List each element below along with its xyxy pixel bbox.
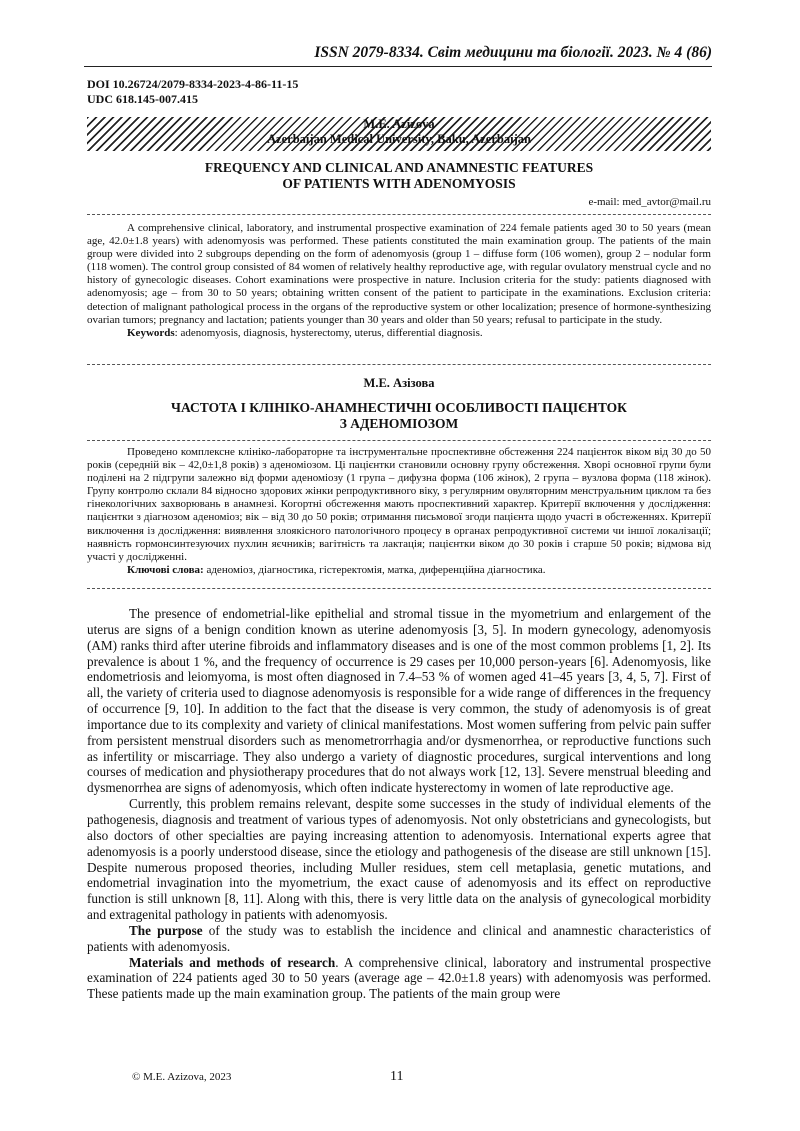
body-paragraph-purpose [87,923,711,955]
author-affiliation: Azerbaijan Medical University, Baku, Azerbaijan [267,132,531,146]
title-en-line1: FREQUENCY AND CLINICAL AND ANAMNESTIC FEATURES [204,160,594,175]
article-title-en [87,160,711,192]
author-name-ua: М.Е. Азізова [363,376,435,390]
abstract-en-text: A comprehensive clinical, laboratory, and instrumental prospective examination of 224 female patients aged 30 to 50 years (mean age, 42.0±1.8 years) with adenomyosis was performed. These patients constituted the main examination group. The patients of the main group were divided into 2 subgroups depending on the form of adenomyosis (group 1 – diffuse form (106 women), group 2 – nodular form (118 women). The control group consisted of 84 women of relatively healthy reproductive age, with regular ovulatory menstrual cycle and no history of gynecologic diseases. Cohort examinations were prospective in nature. Inclusion criteria for the study: patients diagnosed with adenomyosis; age – from 30 to 50 years; obtaining written consent of the patient to participate in the examinations. Exclusion criteria: detection of malignant pathological process in the organs of the reproductive system or other localization; presence of hormone-synthesizing ovarian tumors; pregnancy and lactation; patients younger than 30 years and older than 50 years; refusal to participate in the study. [87,222,711,326]
keywords-ua-list: аденоміоз, діагностика, гістеректомія, матка, диференційна діагностика. [203,563,546,576]
author-email: e-mail: med_avtor@mail.ru [588,196,711,208]
keywords-en-label: Keywords [127,326,175,339]
page-number: 11 [390,1069,404,1084]
title-ua-line1: ЧАСТОТА І КЛІНІКО-АНАМНЕСТИЧНІ ОСОБЛИВОСТІ ПАЦІЄНТОК [171,400,627,415]
journal-title: ISSN 2079-8334. Світ медицини та біології. 2023. № 4 (86) [314,44,712,61]
author-block-en [87,117,711,147]
keywords-en [87,327,711,340]
abstract-ua-top-rule [87,440,711,441]
abstract-en-top-rule [87,214,711,215]
keywords-en-list: : adenomyosis, diagnosis, hysterectomy, uterus, differential diagnosis. [174,326,483,339]
header-rule [84,66,712,67]
keywords-ua-label: Ключові слова: [127,563,204,576]
abstract-en [87,222,711,340]
body-paragraph-1: The presence of endometrial-like epithelial and stromal tissue in the myometrium and enlargement of the uterus are signs of a benign condition known as uterine adenomyosis [3, 5]. In modern gynecology, adenomyosis (AM) ranks third after uterine fibroids and inflammatory diseases and is one of the most common problems [1, 2]. Its prevalence is about 1 %, and the frequency of occurrence is 29 cases per 10,000 person-years [6]. Adenomyosis, like endometriosis and leiomyoma, is most often diagnosed in 7.4–53 % of women aged 41–45 years [3, 4, 5, 7]. First of all, the variety of criteria used to diagnose adenomyosis is responsible for a wide range of differences in the frequency of occurrence [9, 10]. In addition to the fact that the disease is very common, the study of adenomyosis is of great importance due to its complexity and variety of clinical manifestations. Most women suffering from pelvic pain suffer from persistent menstrual disorders such as menometrorrhagia and/or dysmenorrhea, or reproductive functions such as infertility or miscarriage. They also undergo a variety of diagnostic procedures, surgical interventions and long courses of medication and physiotherapy procedures that do not always work [12, 13]. Severe menstrual bleeding and dysmenorrhea are signs of adenomyosis, which often indicate hysterectomy in women of late reproductive age. [87,606,711,796]
doi-block [87,77,298,107]
body-paragraph-2: Currently, this problem remains relevant, despite some successes in the study of individual elements of the pathogenesis, diagnosis and treatment of various types of adenomyosis. Not only obstetricians and gynecologists, but also doctors of other specialties are paying increasing attention to adenomyosis. International experts agree that adenomyosis is a poorly understood disease, since the etiology and pathogenesis of the disease are still unknown [15]. Despite numerous proposed theories, including Muller residues, stem cell metaplasia, genetic mutations, and endometrial invagination into the myometrium, the exact cause of adenomyosis and its effect on reproductive function is still unknown [8, 11]. Along with this, there is very little data on the analysis of gynecological morbidity and extragenital pathology in patients with adenomyosis. [87,796,711,923]
purpose-label: The purpose [129,922,203,938]
title-en-line2: OF PATIENTS WITH ADENOMYOSIS [282,176,516,191]
article-title-ua [87,400,711,432]
author-name-en: M.E. Azizova [363,117,435,131]
methods-text: . A comprehensive clinical, laboratory and instrumental prospective examination of 224 patients aged 30 to 50 years (average age – 42.0±1.8 years) with adenomyosis was performed. These patients made up the main examination group. The patients of the main group were [87,954,711,1002]
keywords-ua [87,564,711,577]
methods-label: Materials and methods of research [129,954,336,970]
purpose-text: of the study was to establish the incidence and clinical and anamnestic characteristics of patients with adenomyosis. [87,922,711,954]
abstract-ua-bottom-rule [87,588,711,589]
abstract-ua-text: Проведено комплексне клініко-лабораторне та інструментальне проспективне обстеження 224 пацієнток віком від 30 до 50 років (середній вік – 42,0±1,8 років) з аденоміозом. Ці пацієнтки становили основну групу обстеження. Хворі основної групи були поділені на 2 підгрупи залежно від форми аденоміозу (1 група – дифузна форма (106 жінок), 2 група – вузлова форма (118 жінок). Групу контролю склали 84 відносно здорових жінки репродуктивного віку, з регулярним овуляторним менструальним циклом та без гінекологічних захворювань в анамнезі. Когортні обстеження мають проспективний характер. Критерії включення у дослідження: пацієнтки з діагнозом аденоміоз; вік – від 30 до 50 років; отримання письмової згоди пацієнта щодо участі в обстеженнях. Критерії виключення із дослідження: виявлення злоякісного патологічного процесу в органах репродуктивної системи чи іншої локалізації; наявність гормонсинтезуючих пухлин яєчників; вагітність та лактація; пацієнтки віком до 30 років і старше 50 років; відмова від участі у дослідженні. [87,446,711,563]
article-body [87,606,711,1002]
udc: UDC 618.145-007.415 [87,92,198,106]
abstract-en-bottom-rule [87,364,711,365]
abstract-ua [87,446,711,577]
copyright: © M.E. Azizova, 2023 [132,1071,232,1083]
body-paragraph-methods [87,955,711,1003]
title-ua-line2: З АДЕНОМІОЗОМ [339,416,459,431]
journal-header [84,44,712,62]
doi: DOI 10.26724/2079-8334-2023-4-86-11-15 [87,77,299,91]
